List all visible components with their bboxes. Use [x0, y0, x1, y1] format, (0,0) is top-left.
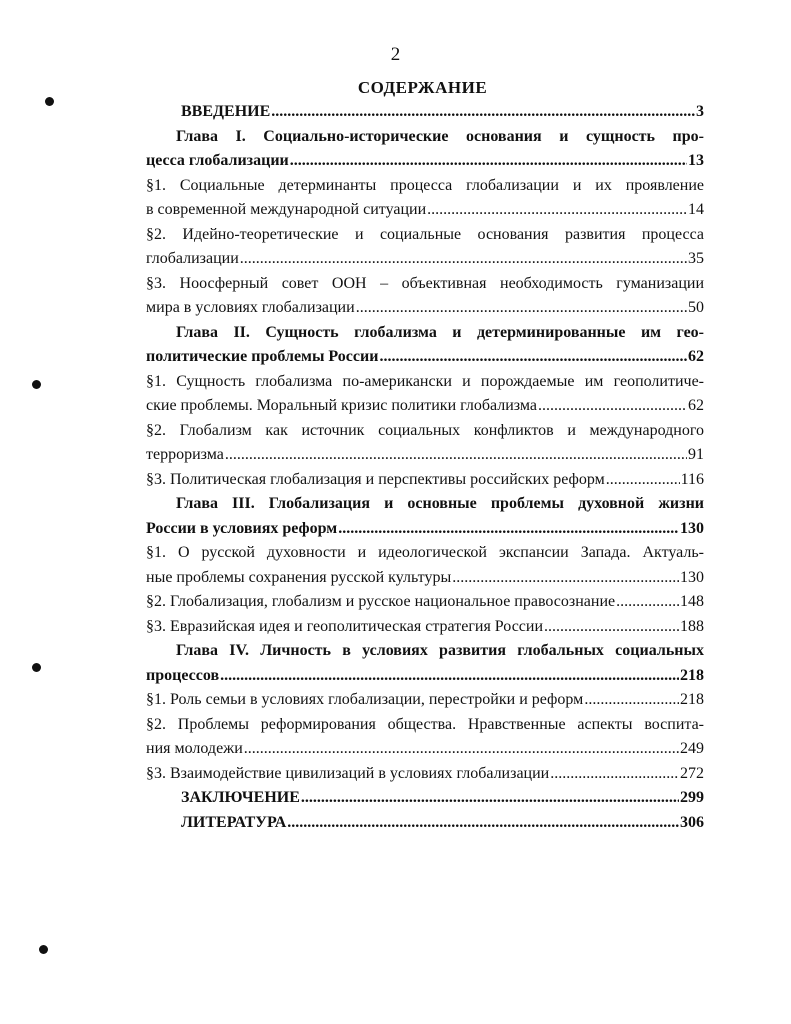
toc-section-entry[interactable]: в современной международной ситуации ..... 14: [146, 198, 704, 223]
toc-section-heading[interactable]: §2. Проблемы реформирования общества. Нравственные аспекты воспита-: [146, 715, 704, 733]
toc-section-entry[interactable]: §3. Политическая глобализация и перспективы российских реформ ..... 116: [146, 468, 704, 493]
toc-chapter-entry[interactable]: цесса глобализации ..... 13: [146, 149, 704, 174]
toc-section-heading[interactable]: §2. Идейно-теоретические и социальные основания развития процесса: [146, 225, 704, 243]
toc-page-ref: 272: [680, 764, 704, 782]
toc-page-ref: 3: [696, 103, 704, 120]
toc-entry-intro[interactable]: [146, 100, 704, 125]
toc-section-entry[interactable]: ния молодежи ..... 249: [146, 737, 704, 762]
toc-entry-title: ВВЕДЕНИЕ: [181, 103, 271, 120]
toc-section-entry[interactable]: глобализации ..... 35: [146, 247, 704, 272]
toc-page-ref: 299: [680, 789, 704, 806]
toc-section-entry[interactable]: §2. Глобализация, глобализм и русское национальное правосознание ..... 148: [146, 590, 704, 615]
toc-page-ref: 35: [688, 250, 704, 267]
punch-hole: [45, 97, 54, 106]
toc-section-entry[interactable]: ные проблемы сохранения русской культуры ..... 130: [146, 566, 704, 591]
toc-page-ref: 14: [688, 201, 704, 218]
toc-chapter-heading[interactable]: Глава II. Сущность глобализма и детерминированные им гео-: [176, 323, 704, 341]
toc-chapter-entry[interactable]: России в условиях реформ ..... 130: [146, 517, 704, 542]
toc-page-ref: 188: [680, 617, 704, 635]
toc-entry-literature[interactable]: ЛИТЕРАТУРА ..... 306: [146, 811, 704, 836]
punch-hole: [32, 663, 41, 672]
toc-section-heading[interactable]: §1. Сущность глобализма по-американски и порождаемые им геополитиче-: [146, 372, 704, 390]
toc-page-ref: 62: [688, 397, 704, 414]
punch-hole: [39, 945, 48, 954]
toc-chapter-entry[interactable]: процессов ..... 218: [146, 664, 704, 689]
toc-section-heading[interactable]: §1. О русской духовности и идеологической экспансии Запада. Актуаль-: [146, 544, 704, 561]
toc-page-ref: 218: [680, 666, 704, 684]
toc-chapter-heading[interactable]: Глава III. Глобализация и основные проблемы духовной жизни: [176, 495, 704, 512]
toc-entry-conclusion[interactable]: ЗАКЛЮЧЕНИЕ ..... 299: [146, 786, 704, 811]
toc-section-entry[interactable]: §3. Взаимодействие цивилизаций в условиях глобализации ..... 272: [146, 762, 704, 787]
toc-page-ref: 306: [680, 813, 704, 831]
punch-hole: [32, 380, 41, 389]
toc-chapter-heading[interactable]: Глава I. Социально-исторические основания и сущность про-: [176, 127, 704, 145]
toc-section-entry[interactable]: §3. Евразийская идея и геополитическая стратегия России ..... 188: [146, 615, 704, 640]
toc-page-ref: 13: [688, 152, 704, 169]
toc-section-entry[interactable]: §1. Роль семьи в условиях глобализации, перестройки и реформ ..... 218: [146, 688, 704, 713]
toc-section-entry[interactable]: мира в условиях глобализации ..... 50: [146, 296, 704, 321]
toc-page-ref: 62: [688, 348, 704, 365]
toc-page-ref: 218: [680, 691, 704, 708]
toc-section-entry[interactable]: ские проблемы. Моральный кризис политики глобализма ..... 62: [146, 394, 704, 419]
toc-page-ref: 130: [680, 519, 704, 537]
toc-page-ref: 91: [688, 446, 704, 463]
toc-title: СОДЕРЖАНИЕ: [357, 78, 488, 97]
toc-page-ref: 116: [680, 470, 704, 488]
table-of-contents: [146, 100, 704, 835]
toc-page-ref: 50: [688, 299, 704, 316]
page-number: 2: [390, 44, 401, 65]
toc-chapter-entry[interactable]: политические проблемы России ..... 62: [146, 345, 704, 370]
toc-section-heading[interactable]: §2. Глобализм как источник социальных конфликтов и международного: [146, 421, 704, 439]
toc-chapter-heading[interactable]: Глава IV. Личность в условиях развития глобальных социальных: [176, 642, 704, 659]
toc-section-entry[interactable]: терроризма ..... 91: [146, 443, 704, 468]
toc-section-heading[interactable]: §3. Ноосферный совет ООН – объективная необходимость гуманизации: [146, 274, 704, 292]
toc-page-ref: 148: [680, 593, 704, 610]
toc-page-ref: 249: [680, 740, 704, 757]
toc-page-ref: 130: [680, 568, 704, 586]
toc-section-heading[interactable]: §1. Социальные детерминанты процесса глобализации и их проявление: [146, 176, 704, 194]
